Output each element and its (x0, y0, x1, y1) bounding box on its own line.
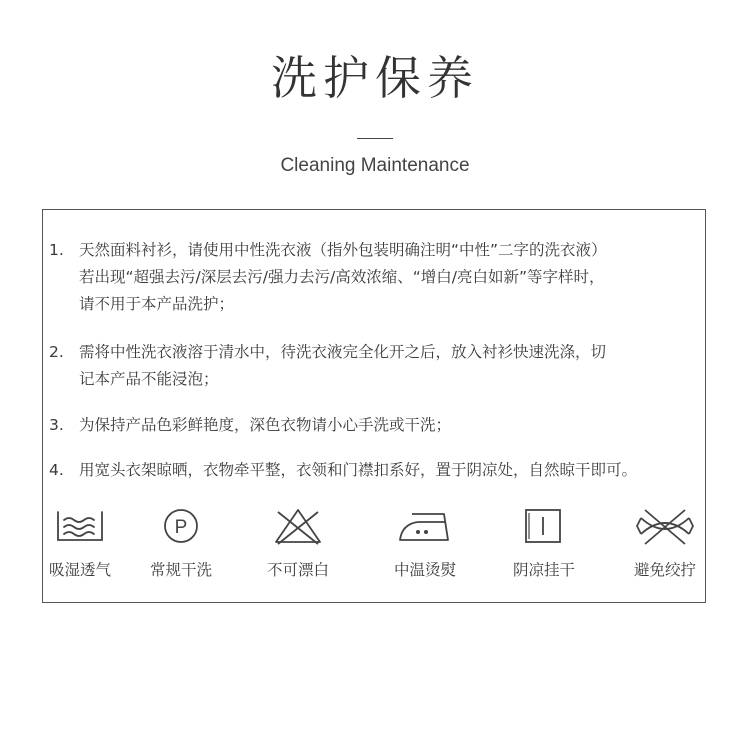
instruction-line: 为保持产品色彩鲜艳度，深色衣物请小心手洗或干洗； (79, 416, 452, 434)
care-instructions-box (42, 209, 706, 603)
instruction-text (79, 237, 701, 318)
instruction-line: 若出现“超强去污/深层去污/强力去污/高效浓缩、“增白/亮白如新”等字样时， (79, 268, 605, 286)
instruction-line: 需将中性洗衣液溶于清水中，待洗衣液完全化开之后，放入衬衫快速洗涤，切 (79, 343, 607, 361)
care-icon-label: 阴凉挂干 (512, 561, 575, 579)
dry-clean-p-icon (153, 506, 209, 546)
care-icon-item (243, 506, 353, 596)
instruction-line: 天然面料衬衫，请使用中性洗衣液（指外包装明确注明“中性”二字的洗衣液） (79, 241, 607, 259)
no-bleach-icon (270, 506, 326, 546)
care-icon-label: 避免绞拧 (633, 561, 696, 579)
instruction-number: 3. (49, 416, 64, 434)
care-icon-label: 中温烫熨 (393, 561, 456, 579)
instruction-line: 记本产品不能浸泡； (79, 370, 219, 388)
care-icon-item (25, 506, 135, 596)
no-wring-icon (635, 506, 695, 546)
title-divider (357, 138, 393, 139)
svg-text:P: P (174, 517, 188, 538)
wash-basin-icon (52, 506, 108, 546)
instruction-line: 用宽头衣架晾晒，衣物牵平整，衣领和门襟扣系好，置于阴凉处，自然晾干即可。 (79, 461, 638, 479)
instruction-text (79, 339, 701, 393)
care-icon-label: 常规干洗 (149, 561, 212, 579)
care-icon-item (370, 506, 480, 596)
page-title: 洗护保养 (271, 51, 479, 105)
iron-medium-icon (394, 506, 456, 546)
instruction-text (79, 412, 701, 439)
care-icon-label: 吸湿透气 (48, 561, 111, 579)
instruction-line: 请不用于本产品洗护； (79, 295, 235, 313)
care-icon-item (489, 506, 599, 596)
line-dry-shade-icon (516, 506, 572, 546)
care-icon-row (43, 506, 705, 596)
care-icon-item (610, 506, 720, 596)
care-icon-label: 不可漂白 (266, 561, 329, 579)
instruction-number: 4. (49, 461, 64, 479)
page-subtitle: Cleaning Maintenance (280, 155, 470, 176)
care-icon-item (126, 506, 236, 596)
instruction-number: 2. (49, 343, 64, 361)
instruction-number: 1. (49, 241, 64, 259)
instruction-text (79, 457, 701, 484)
